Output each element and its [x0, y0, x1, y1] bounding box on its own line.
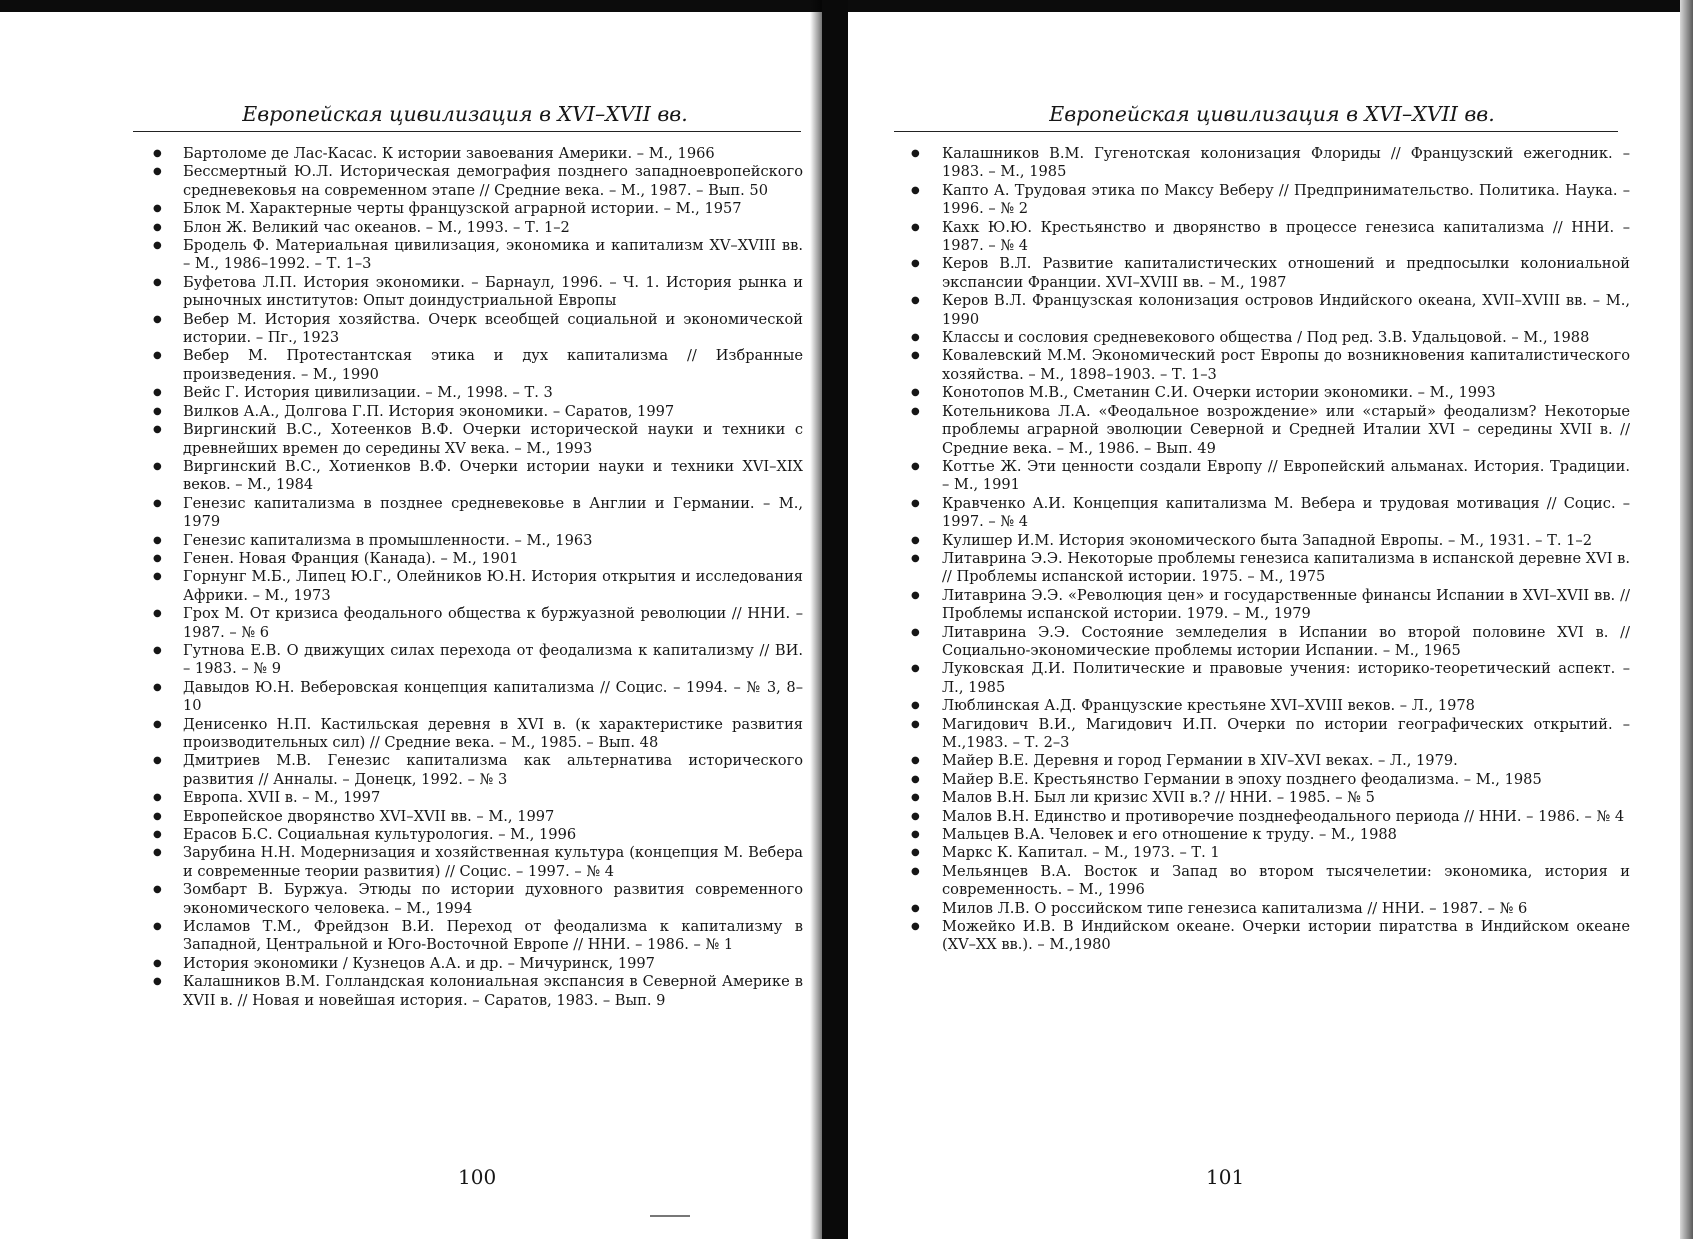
bibliography-entry: ● Генен. Новая Франция (Канада). – М., 1901: [183, 550, 803, 568]
bibliography-entry: ● Малов В.Н. Был ли кризис XVII в.? // ННИ. – 1985. – № 5: [942, 789, 1630, 807]
bibliography-entry: ● Грох М. От кризиса феодального общества к буржуазной революции // ННИ. – 1987. – № 6: [183, 605, 803, 642]
bibliography-entry: ● Можейко И.В. В Индийском океане. Очерки истории пиратства в Индийском океане (XV–XX вв.). – М.,1980: [942, 918, 1630, 955]
bibliography-entry: ● Капто А. Трудовая этика по Максу Веберу // Предпринимательство. Политика. Наука. – 1996. – № 2: [942, 182, 1630, 219]
bibliography-entry: ● Калашников В.М. Гугенотская колонизация Флориды // Французский ежегодник. – 1983. – М., 1985: [942, 145, 1630, 182]
bibliography-entry: ● Милов Л.В. О российском типе генезиса капитализма // ННИ. – 1987. – № 6: [942, 900, 1630, 918]
bibliography-entry: ● Кравченко А.И. Концепция капитализма М. Вебера и трудовая мотивация // Социс. – 1997. – № 4: [942, 495, 1630, 532]
bibliography-entry: ● Малов В.Н. Единство и противоречие позднефеодального периода // ННИ. – 1986. – № 4: [942, 808, 1630, 826]
bibliography-entry: ● Коттье Ж. Эти ценности создали Европу // Европейский альманах. История. Традиции. – М., 1991: [942, 458, 1630, 495]
bibliography-entry: ● Кулишер И.М. История экономического быта Западной Европы. – М., 1931. – Т. 1–2: [942, 532, 1630, 550]
header-rule: [894, 131, 1618, 132]
bibliography-entry: ● Магидович В.И., Магидович И.П. Очерки по истории географических открытий. – М.,1983. – Т. 2–3: [942, 716, 1630, 753]
page-number: 101: [1206, 1165, 1245, 1189]
bibliography-list: [183, 145, 803, 1010]
bibliography-entry: ● Маркс К. Капитал. – М., 1973. – Т. 1: [942, 844, 1630, 862]
bibliography-entry: ● Виргинский В.С., Хотеенков В.Ф. Очерки исторической науки и техники с древнейших времен до середины XV века. – М., 1993: [183, 421, 803, 458]
bibliography-entry: ● Калашников В.М. Голландская колониальная экспансия в Северной Америке в XVII в. // Новая и новейшая история. – Саратов, 1983. – Вып. 9: [183, 973, 803, 1010]
scan-right-edge: [1680, 0, 1693, 1239]
bibliography-entry: ● Гутнова Е.В. О движущих силах перехода от феодализма к капитализму // ВИ. – 1983. – № 9: [183, 642, 803, 679]
bibliography-entry: ● Денисенко Н.П. Кастильская деревня в XVI в. (к характеристике развития производительных сил) // Средние века. – М., 1985. – Вып. 48: [183, 716, 803, 753]
bibliography-entry: ● Котельникова Л.А. «Феодальное возрождение» или «старый» феодализм? Некоторые проблемы аграрной эволюции Северной и Средней Италии XVI – середины XVII в. // Средние века. – М., 1986. – Вып. 49: [942, 403, 1630, 458]
bibliography-entry: ● Литаврина Э.Э. Некоторые проблемы генезиса капитализма в испанской деревне XVI в. // Проблемы испанской истории. 1975. – М., 1975: [942, 550, 1630, 587]
bibliography-entry: ● Майер В.Е. Крестьянство Германии в эпоху позднего феодализма. – М., 1985: [942, 771, 1630, 789]
bibliography-entry: ● Мельянцев В.А. Восток и Запад во втором тысячелетии: экономика, история и современность. – М., 1996: [942, 863, 1630, 900]
left-page: [0, 12, 822, 1239]
bibliography-entry: ● Вебер М. История хозяйства. Очерк всеобщей социальной и экономической истории. – Пг., 1923: [183, 311, 803, 348]
bibliography-entry: ● Буфетова Л.П. История экономики. – Барнаул, 1996. – Ч. 1. История рынка и рыночных институтов: Опыт доиндустриальной Европы: [183, 274, 803, 311]
scan-smudge: [650, 1215, 690, 1217]
book-spine: [822, 0, 848, 1239]
bibliography-entry: ● Бессмертный Ю.Л. Историческая демография позднего западноевропейского средневековья на современном этапе // Средние века. – М., 1987. – Вып. 50: [183, 163, 803, 200]
bibliography-entry: ● Горнунг М.Б., Липец Ю.Г., Олейников Ю.Н. История открытия и исследования Африки. – М., 1973: [183, 568, 803, 605]
bibliography-entry: ● Европа. XVII в. – М., 1997: [183, 789, 803, 807]
running-header: Европейская цивилизация в XVI–XVII вв.: [242, 102, 688, 126]
bibliography-entry: ● Блок М. Характерные черты французской аграрной истории. – М., 1957: [183, 200, 803, 218]
bibliography-entry: ● Литаврина Э.Э. Состояние земледелия в Испании во второй половине XVI в. // Социально-экономические проблемы истории Испании. – М., 1965: [942, 624, 1630, 661]
bibliography-entry: ● Дмитриев М.В. Генезис капитализма как альтернатива исторического развития // Анналы. – Донецк, 1992. – № 3: [183, 752, 803, 789]
bibliography-entry: ● Исламов Т.М., Фрейдзон В.И. Переход от феодализма к капитализму в Западной, Центральной и Юго-Восточной Европе // ННИ. – 1986. – № 1: [183, 918, 803, 955]
bibliography-entry: ● Керов В.Л. Развитие капиталистических отношений и предпосылки колониальной экспансии Франции. XVI–XVIII вв. – М., 1987: [942, 255, 1630, 292]
bibliography-entry: ● История экономики / Кузнецов А.А. и др. – Мичуринск, 1997: [183, 955, 803, 973]
right-page: [848, 12, 1680, 1239]
bibliography-entry: ● Виргинский В.С., Хотиенков В.Ф. Очерки истории науки и техники XVI–XIX веков. – М., 1984: [183, 458, 803, 495]
bibliography-entry: ● Кахк Ю.Ю. Крестьянство и дворянство в процессе генезиса капитализма // ННИ. – 1987. – № 4: [942, 219, 1630, 256]
bibliography-entry: ● Бродель Ф. Материальная цивилизация, экономика и капитализм XV–XVIII вв. – М., 1986–1992. – Т. 1–3: [183, 237, 803, 274]
bibliography-entry: ● Зомбарт В. Буржуа. Этюды по истории духовного развития современного экономического человека. – М., 1994: [183, 881, 803, 918]
bibliography-entry: ● Вебер М. Протестантская этика и дух капитализма // Избранные произведения. – М., 1990: [183, 347, 803, 384]
header-rule: [133, 131, 801, 132]
bibliography-entry: ● Луковская Д.И. Политические и правовые учения: историко-теоретический аспект. – Л., 1985: [942, 660, 1630, 697]
bibliography-entry: ● Конотопов М.В., Сметанин С.И. Очерки истории экономики. – М., 1993: [942, 384, 1630, 402]
bibliography-entry: ● Керов В.Л. Французская колонизация островов Индийского океана, XVII–XVIII вв. – М., 1990: [942, 292, 1630, 329]
bibliography-entry: ● Блон Ж. Великий час океанов. – М., 1993. – Т. 1–2: [183, 219, 803, 237]
bibliography-entry: ● Мальцев В.А. Человек и его отношение к труду. – М., 1988: [942, 826, 1630, 844]
bibliography-entry: ● Генезис капитализма в позднее средневековье в Англии и Германии. – М., 1979: [183, 495, 803, 532]
bibliography-entry: ● Зарубина Н.Н. Модернизация и хозяйственная культура (концепция М. Вебера и современные теории развития) // Социс. – 1997. – № 4: [183, 844, 803, 881]
bibliography-entry: ● Классы и сословия средневекового общества / Под ред. З.В. Удальцовой. – М., 1988: [942, 329, 1630, 347]
bibliography-entry: ● Люблинская А.Д. Французские крестьяне XVI–XVIII веков. – Л., 1978: [942, 697, 1630, 715]
bibliography-entry: ● Европейское дворянство XVI–XVII вв. – М., 1997: [183, 808, 803, 826]
page-number: 100: [458, 1165, 497, 1189]
bibliography-entry: ● Литаврина Э.Э. «Революция цен» и государственные финансы Испании в XVI–XVII вв. // Проблемы испанской истории. 1979. – М., 1979: [942, 587, 1630, 624]
bibliography-list: [942, 145, 1630, 955]
bibliography-entry: ● Ковалевский М.М. Экономический рост Европы до возникновения капиталистического хозяйства. – М., 1898–1903. – Т. 1–3: [942, 347, 1630, 384]
bibliography-entry: ● Генезис капитализма в промышленности. – М., 1963: [183, 532, 803, 550]
bibliography-entry: ● Майер В.Е. Деревня и город Германии в XIV–XVI веках. – Л., 1979.: [942, 752, 1630, 770]
bibliography-entry: ● Вилков А.А., Долгова Г.П. История экономики. – Саратов, 1997: [183, 403, 803, 421]
bibliography-entry: ● Давыдов Ю.Н. Веберовская концепция капитализма // Социс. – 1994. – № 3, 8–10: [183, 679, 803, 716]
bibliography-entry: ● Вейс Г. История цивилизации. – М., 1998. – Т. 3: [183, 384, 803, 402]
bibliography-entry: ● Ерасов Б.С. Социальная культурология. – М., 1996: [183, 826, 803, 844]
bibliography-entry: ● Бартоломе де Лас-Касас. К истории завоевания Америки. – М., 1966: [183, 145, 803, 163]
running-header: Европейская цивилизация в XVI–XVII вв.: [1049, 102, 1495, 126]
